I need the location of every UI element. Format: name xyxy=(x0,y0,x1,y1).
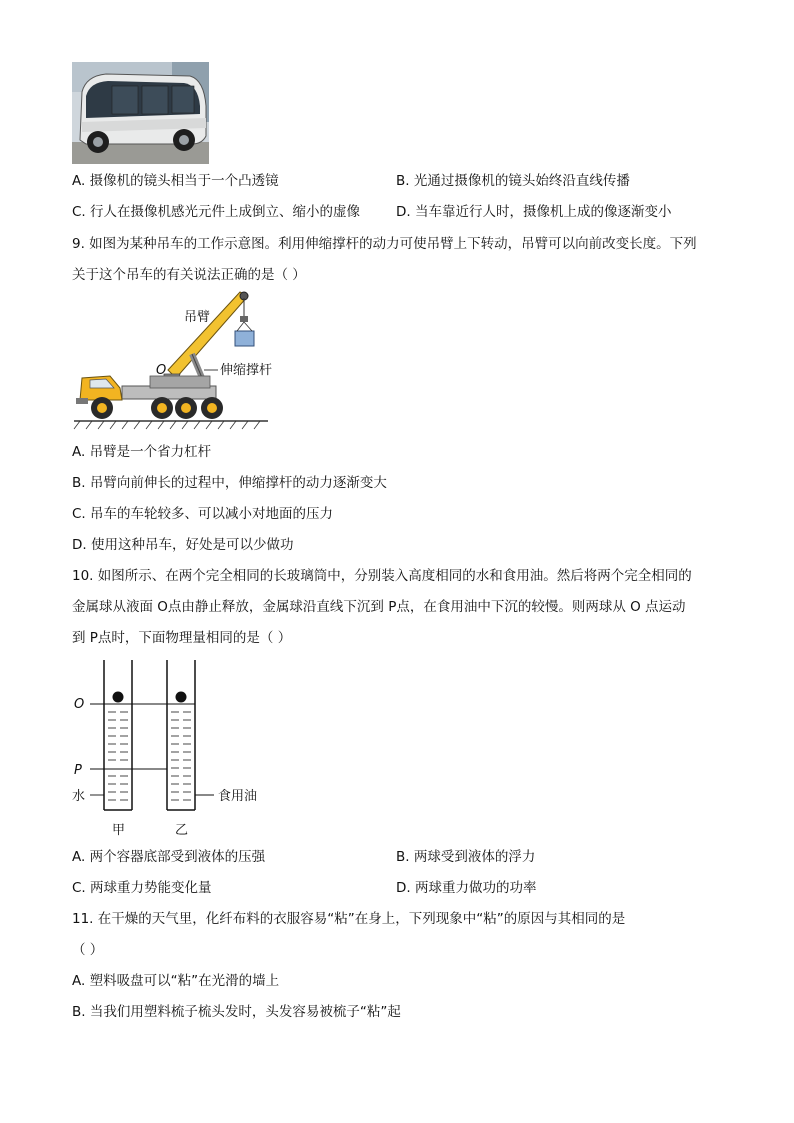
q11-stem-line1: 11. 在干燥的天气里，化纤布料的衣服容易“粘”在身上，下列现象中“粘”的原因与其相同的是 xyxy=(72,911,626,927)
label-oil: 食用油 xyxy=(218,789,258,804)
q10-option-b[interactable]: B. 两球受到液体的浮力 xyxy=(396,849,536,865)
label-cylinder-jia: 甲 xyxy=(112,823,126,838)
crane-figure xyxy=(72,288,272,433)
label-water: 水 xyxy=(72,789,86,804)
q10-stem-line3: 到 P点时，下面物理量相同的是（ ） xyxy=(72,630,292,646)
q9-stem-line1: 9. 如图为某种吊车的工作示意图。利用伸缩撑杆的动力可使吊臂上下转动，吊臂可以向前改变长度。下列 xyxy=(72,236,697,252)
q10-stem-line1: 10. 如图所示、在两个完全相同的长玻璃筒中，分别装入高度相同的水和食用油。然后将两个完全相同的 xyxy=(72,568,692,584)
q8-option-b[interactable]: B. 光通过摄像机的镜头始终沿直线传播 xyxy=(396,173,630,189)
label-pivot-o: O xyxy=(156,363,167,378)
q9-option-a[interactable]: A. 吊臂是一个省力杠杆 xyxy=(72,444,212,460)
q11-option-a[interactable]: A. 塑料吸盘可以“粘”在光滑的墙上 xyxy=(72,973,280,989)
bus-photo xyxy=(72,62,209,164)
q8-option-a[interactable]: A. 摄像机的镜头相当于一个凸透镜 xyxy=(72,173,279,189)
q8-option-c[interactable]: C. 行人在摄像机感光元件上成倒立、缩小的虚像 xyxy=(72,204,361,220)
q11-option-b[interactable]: B. 当我们用塑料梳子梳头发时，头发容易被梳子“粘”起 xyxy=(72,1004,401,1020)
q9-option-b[interactable]: B. 吊臂向前伸长的过程中，伸缩撑杆的动力逐渐变大 xyxy=(72,475,387,491)
q10-option-c[interactable]: C. 两球重力势能变化量 xyxy=(72,880,212,896)
label-crane-arm: 吊臂 xyxy=(184,310,211,325)
label-level-o: O xyxy=(74,697,85,712)
q9-option-c[interactable]: C. 吊车的车轮较多、可以减小对地面的压力 xyxy=(72,506,334,522)
label-cylinder-yi: 乙 xyxy=(175,823,189,838)
q11-stem-line2: （ ） xyxy=(72,942,104,958)
label-level-p: P xyxy=(74,763,82,778)
cylinders-figure xyxy=(72,656,272,842)
label-strut: 伸缩撑杆 xyxy=(220,363,272,378)
q10-option-d[interactable]: D. 两球重力做功的功率 xyxy=(396,880,537,896)
q10-stem-line2: 金属球从液面 O点由静止释放，金属球沿直线下沉到 P点，在食用油中下沉的较慢。则两球从 O 点运动 xyxy=(72,599,686,615)
q10-option-a[interactable]: A. 两个容器底部受到液体的压强 xyxy=(72,849,266,865)
q8-option-d[interactable]: D. 当车靠近行人时，摄像机上成的像逐渐变小 xyxy=(396,204,672,220)
q9-option-d[interactable]: D. 使用这种吊车，好处是可以少做功 xyxy=(72,537,294,553)
q9-stem-line2: 关于这个吊车的有关说法正确的是（ ） xyxy=(72,267,306,283)
